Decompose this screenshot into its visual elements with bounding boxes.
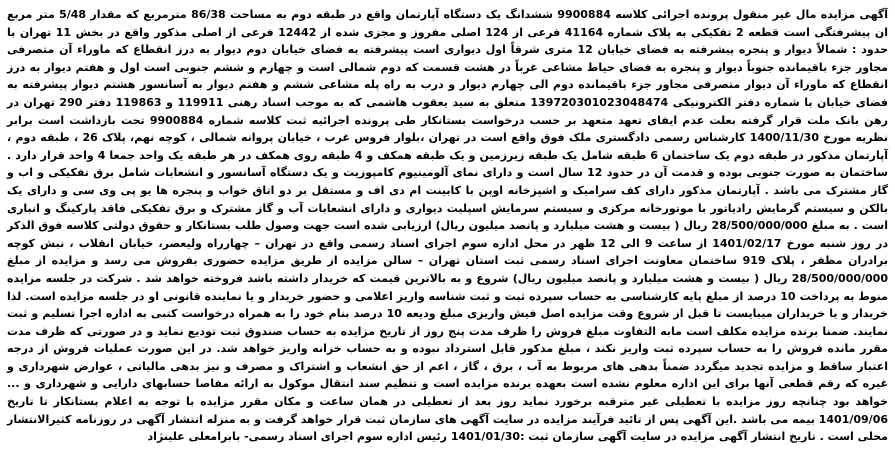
notice-body-text: آگهی مزایده مال غیر منقول پرونده اجرائی کلاسه 9900884 ششدانگ یک دستگاه آپارتمان واقع در طبقه دوم به مساحت 86/38 مترمربع که مقدار 5/48 متر مربع ان پیشرفتگی است قطعه 2 تفکیکی به پلاک شماره 41164 فرعی از 124 اصلی مفروز و مجزی شده از 12442 فرعی از اصلی مذکور واقع در بخش 11 تهران با حدود : شمالاً دیوار و پنجره پیشرفته به فضای خیابان 12 متری شرقاً اول دیواری است پیشرفته به فضای خیابان دوم دیوار به درز انقطاع که ماوراء آن متصرفی مجاور جزء باقیمانده جنوباً دیوار و پنجره به فضای حیاط مشاعی غرباً در هشت قسمت که دوم شمالی است و چهارم و ششم جنوبی است اول و هفتم دیوار به درز انقطاع که ماوراء آن دیوار متصرفی مجاور جزء باقیمانده دوم الی چهارم دیوار و درب به راه پله مشاعی ششم و هفتم دیوار به آسانسور هشتم دیوار پیشرفته به فضای خیابان با شماره دفتر الکترونیکی 139720301023048474 متعلق به سید یعقوب هاشمی که به موجب اسناد رهنی 119911 و 119863 دفتر 290 تهران در رهن بانک ملت قرار گرفته بعلت عدم ایفای تعهد متعهد بر حسب درخواست بستانکار طی پرونده اجرائیه ثبت کلاسه شماره 9900884 تحت بازداشت است برابر نظریه مورخ 1400/11/30 کارشناس رسمی دادگستری ملک فوق واقع است در تهران ،بلوار فروس غرب ، خیابان پروانه شمالی ، کوچه نهم، پلاک 26 ، طبقه دوم ، آپارتمان مذکور در طبقه دوم یک ساختمان 6 طبقه شامل یک طبقه زیرزمین و یک طبقه همکف و 4 طبقه روی همکف در هر طبقه یک واحد جمعا 4 واحد قرار دارد . ساختمان به صورت جنوبی بوده و قدمت آن در حدود 12 سال است و دارای نمای آلومینیوم کامپوزیت و یک دستگاه آسانسور و انشعابات شامل برق تفکیکی و اب و گاز مشترک می باشد . آپارتمان مذکور دارای کف سرامیک و اشپزخانه اوپن با کابینت ام دی اف و مستقل بر دو اتاق خواب و پنجره ها یو پی وی سی و دارای یک بالکن و سیستم گرمایش رادیاتور با موتورخانه مرکزی و سیستم سرمایش اسپلیت دیواری و دارای انشعابات آب و گاز مشترک و برق تفکیکی فاقد پارکینگ و انباری است . به مبلغ 28/500/000/000 ریال ( بیست و هشت میلیارد و پانصد میلیون ریال) ارزیابی شده است جهت وصول طلب بستانکار و حقوق دولتی کلاسه فوق الذکر در روز شنبه مورخ 1401/02/17 از ساعت 9 الی 12 ظهر در محل اداره سوم اجرای اسناد رسمی واقع در تهران – چهارراه ولیعصر، خیابان انقلاب ، نبش کوچه برادران مظفر ، پلاک 919 ساختمان معاونت اجرای اسناد رسمی ثبت استان تهران – سالن مزایده از طریق مزایده حضوری بفروش می رسد و مزایده از مبلغ 28/500/000/000 ریال ( بیست و هشت میلیارد و پانصد میلیون ریال) شروع و به بالاترین قیمت که خریدار داشته باشد فروخته خواهد شد . شرکت در جلسه مزایده منوط به پرداخت 10 درصد از مبلغ پایه کارشناسی به حساب سپرده ثبت و ثبت شناسه واریز اعلامی و حضور خریدار و یا نماینده قانونی او در جلسه مزایده است. لذا خریدار و یا خریداران میبایست تا قبل از شروع وقت مزایده اصل فیش واریزی مبلغ ودیعه 10 درصد بنام خود را به همراه درخواست کتبی به اداره اجرا تسلیم و ثبت نمایند. ضمنا برنده مزایده مکلف است مابه التفاوت مبلغ فروش را ظرف مدت پنج روز از تاریخ مزایده به حساب صندوق ثبت تودیع نماید و در صورتی که ظرف مدت مقرر مانده فروش را به حساب سپرده ثبت واریز نکند ، مبلغ مذکور قابل استرداد نبوده و به حساب خزانه واریز خواهد شد. در این صورت عملیات فروش از درجه اعتبار ساقط و مزایده تجدید میگردد ضمناً بدهی های مربوط به آب ، برق ، گاز ، اعم از حق انشعاب و اشتراک و مصرف و نیز بدهی مالیاتی ، عوارض شهرداری و غیره که رقم قطعی آنها برای این اداره معلوم نشده است بعهده برنده مزایده است و تنظیم سند انتقال موکول به ارائه مفاصا حسابهای دارایی و شهرداری و ... خواهد بود چنانچه روز مزایده با تعطیلی غیر مترقبه برخورد نماید روز بعد از تعطیلی در همان ساعت و مکان مقرر مزایده با توجه به اعلام بستانکار تا تاریخ 1401/09/06 بیمه می باشد .این آگهی پس از تائید فرآیند مزایده در سایت آگهی های سازمان ثبت قرار خواهد گرفت و به منزله انتشار آگهی در روزنامه کثیرالانتشار محلی است . تاریخ انتشار آگهی مزایده در سایت آگهی سازمان ثبت :1401/01/30 رئیس اداره سوم اجرای اسناد رسمی- بابرامعلی علینژاد [7, 8, 889, 444]
